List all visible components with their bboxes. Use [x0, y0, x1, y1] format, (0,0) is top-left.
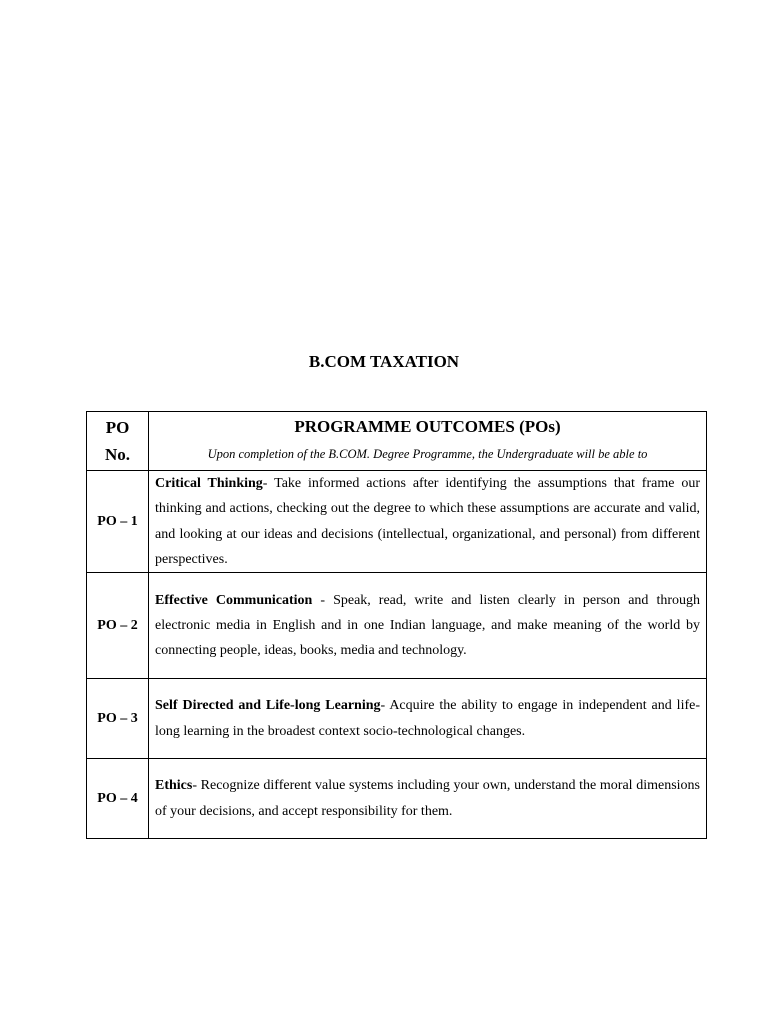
po-description [149, 471, 707, 573]
po-body: - Speak, read, write and listen clearly in person and through electronic media in English and in one Indian language, and make meaning of the world by connecting people, ideas, books, media and technology. [155, 592, 700, 659]
po-label: PO – 2 [87, 573, 149, 679]
po-description [149, 679, 707, 759]
table-header-row [87, 412, 707, 471]
table-row [87, 759, 707, 839]
po-label: PO – 1 [87, 471, 149, 573]
po-heading: Self Directed and Life-long Learning [155, 698, 381, 714]
outcomes-header-subtitle: Upon completion of the B.COM. Degree Programme, the Undergraduate will be able to [207, 447, 648, 461]
po-description [149, 573, 707, 679]
table-row [87, 679, 707, 759]
outcomes-header-title: PROGRAMME OUTCOMES (POs) [294, 417, 561, 436]
outcomes-header [149, 412, 707, 471]
po-heading: Critical Thinking [155, 476, 263, 491]
table-row [87, 471, 707, 573]
programme-outcomes-table [86, 411, 707, 839]
po-number-header-line2: No. [104, 445, 131, 464]
po-heading: Effective Communication [155, 592, 313, 608]
table-row [87, 573, 707, 679]
po-body: - Acquire the ability to engage in independent and life-long learning in the broadest context socio-technological changes. [155, 698, 700, 739]
po-body: - Recognize different value systems including your own, understand the moral dimensions of your decisions, and accept responsibility for them. [155, 778, 700, 819]
po-heading: Ethics [155, 778, 193, 794]
po-label: PO – 3 [87, 679, 149, 759]
po-description [149, 759, 707, 839]
po-body: - Take informed actions after identifying the assumptions that frame our thinking and actions, checking out the degree to which these assumptions are accurate and valid, and looking at our ideas and decisions (intellectual, organizational, and personal) from different perspectives. [155, 476, 700, 567]
po-number-header-line1: PO [105, 418, 130, 437]
po-number-header [87, 412, 149, 471]
po-label: PO – 4 [87, 759, 149, 839]
document-title: B.COM TAXATION [308, 352, 460, 371]
